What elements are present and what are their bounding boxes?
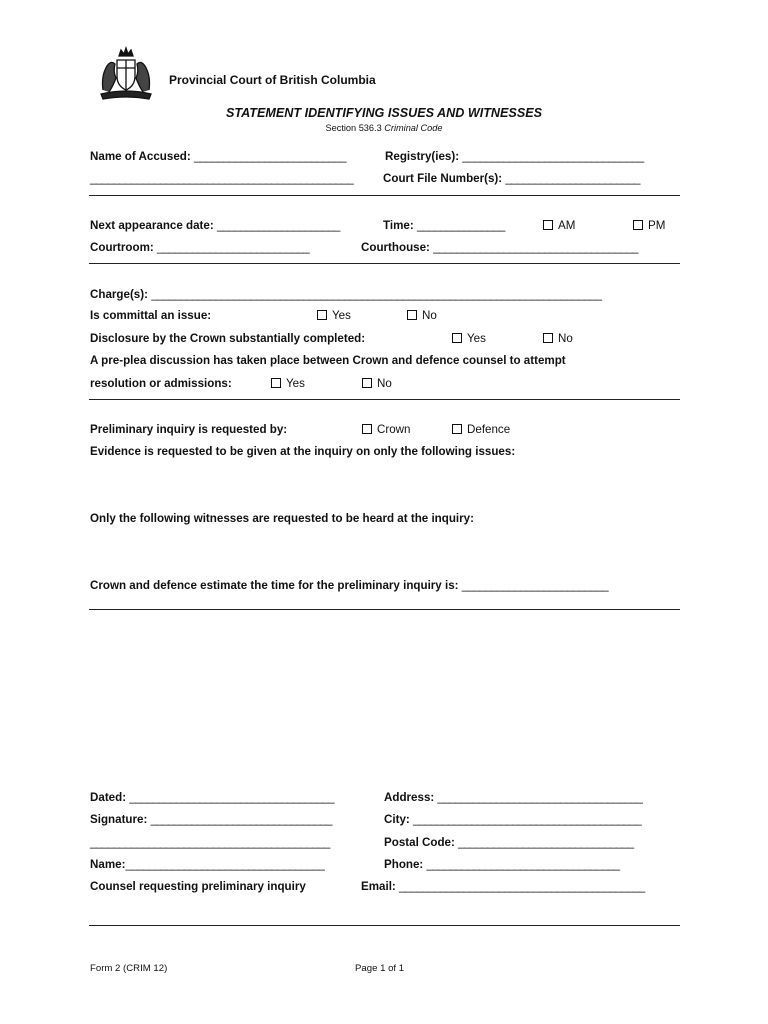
subtitle-section: Section 536.3	[325, 123, 382, 133]
time-label: Time:	[383, 219, 414, 232]
witnesses-area[interactable]	[90, 530, 680, 574]
name-field[interactable]: Name:__________________________________	[90, 858, 325, 871]
accused-name-continuation-field[interactable]: _____________________________________________	[90, 172, 354, 185]
courthouse-field[interactable]: Courthouse: ___________________________________	[361, 241, 638, 254]
checkbox-icon	[452, 424, 462, 434]
checkbox-icon	[633, 220, 643, 230]
dated-label: Dated:	[90, 791, 127, 804]
pm-label: PM	[648, 219, 666, 232]
name-label: Name:	[90, 858, 126, 871]
email-label: Email:	[361, 880, 396, 893]
court-file-numbers-field[interactable]: Court File Number(s): _______________________	[383, 172, 640, 185]
witnesses-label: Only the following witnesses are requested to be heard at the inquiry:	[90, 512, 474, 525]
am-label: AM	[558, 219, 576, 232]
postal-code-label: Postal Code:	[384, 836, 455, 849]
preplea-text-line2: resolution or admissions:	[90, 377, 232, 390]
subtitle-code: Criminal Code	[384, 123, 443, 133]
address-field[interactable]: Address: ___________________________________	[384, 791, 643, 804]
requested-by-label: Preliminary inquiry is requested by:	[90, 423, 288, 436]
registries-label: Registry(ies):	[385, 150, 460, 163]
courtroom-label: Courtroom:	[90, 241, 154, 254]
court-file-numbers-label: Court File Number(s):	[383, 172, 503, 185]
am-checkbox[interactable]	[543, 219, 575, 232]
phone-field[interactable]: Phone: _________________________________	[384, 858, 620, 871]
email-field[interactable]: Email: __________________________________________	[361, 880, 645, 893]
time-field[interactable]: Time: _______________	[383, 219, 505, 232]
page-number: Page 1 of 1	[355, 963, 405, 974]
no-label: No	[558, 332, 573, 345]
evidence-issues-label: Evidence is requested to be given at the inquiry on only the following issues:	[90, 445, 516, 458]
estimate-label: Crown and defence estimate the time for the preliminary inquiry is:	[90, 579, 459, 592]
disclosure-label: Disclosure by the Crown substantially completed:	[90, 332, 366, 345]
signature-label: Signature:	[90, 813, 148, 826]
yes-label: Yes	[467, 332, 486, 345]
pm-checkbox[interactable]	[633, 219, 665, 232]
city-field[interactable]: City: _______________________________________	[384, 813, 642, 826]
preplea-yes-checkbox[interactable]	[271, 377, 305, 390]
coat-of-arms-icon	[95, 46, 157, 102]
signature-field[interactable]: Signature: _______________________________	[90, 813, 332, 826]
divider	[89, 399, 680, 400]
charges-field[interactable]: Charge(s): _____________________________________________________________________________	[90, 288, 602, 301]
registries-field[interactable]: Registry(ies): _______________________________	[385, 150, 644, 163]
preplea-no-checkbox[interactable]	[362, 377, 392, 390]
yes-label: Yes	[332, 309, 351, 322]
city-label: City:	[384, 813, 410, 826]
phone-label: Phone:	[384, 858, 424, 871]
signature-continuation-field[interactable]: _________________________________________	[90, 836, 330, 849]
crown-label: Crown	[377, 423, 411, 436]
dated-field[interactable]: Dated: ___________________________________	[90, 791, 334, 804]
divider	[89, 925, 680, 926]
checkbox-icon	[407, 310, 417, 320]
courtroom-field[interactable]: Courtroom: __________________________	[90, 241, 310, 254]
charges-label: Charge(s):	[90, 288, 148, 301]
preplea-text-line1: A pre-plea discussion has taken place between Crown and defence counsel to attempt	[90, 354, 566, 367]
checkbox-icon	[452, 333, 462, 343]
defence-checkbox[interactable]	[452, 423, 510, 436]
committal-no-checkbox[interactable]	[407, 309, 437, 322]
no-label: No	[422, 309, 437, 322]
court-name: Provincial Court of British Columbia	[169, 73, 376, 87]
form-id: Form 2 (CRIM 12)	[90, 963, 168, 974]
counsel-label: Counsel requesting preliminary inquiry	[90, 880, 306, 893]
checkbox-icon	[543, 333, 553, 343]
divider	[89, 195, 680, 196]
committal-yes-checkbox[interactable]	[317, 309, 351, 322]
crown-checkbox[interactable]	[362, 423, 411, 436]
next-appearance-date-field[interactable]: Next appearance date: _____________________	[90, 219, 340, 232]
evidence-issues-area[interactable]	[90, 463, 680, 507]
form-title: STATEMENT IDENTIFYING ISSUES AND WITNESSES	[225, 106, 543, 120]
estimate-field[interactable]: Crown and defence estimate the time for the preliminary inquiry is: _________________________	[90, 579, 608, 592]
no-label: No	[377, 377, 392, 390]
checkbox-icon	[317, 310, 327, 320]
postal-code-field[interactable]: Postal Code: ______________________________	[384, 836, 634, 849]
checkbox-icon	[362, 424, 372, 434]
checkbox-icon	[271, 378, 281, 388]
next-appearance-label: Next appearance date:	[90, 219, 214, 232]
courthouse-label: Courthouse:	[361, 241, 430, 254]
committal-issue-label: Is committal an issue:	[90, 309, 212, 322]
form-subtitle	[0, 123, 768, 133]
checkbox-icon	[362, 378, 372, 388]
name-of-accused-label: Name of Accused:	[90, 150, 191, 163]
disclosure-no-checkbox[interactable]	[543, 332, 573, 345]
divider	[89, 609, 680, 610]
name-of-accused-field[interactable]: Name of Accused: __________________________	[90, 150, 347, 163]
address-label: Address:	[384, 791, 435, 804]
checkbox-icon	[543, 220, 553, 230]
disclosure-yes-checkbox[interactable]	[452, 332, 486, 345]
divider	[89, 263, 680, 264]
yes-label: Yes	[286, 377, 305, 390]
defence-label: Defence	[467, 423, 511, 436]
